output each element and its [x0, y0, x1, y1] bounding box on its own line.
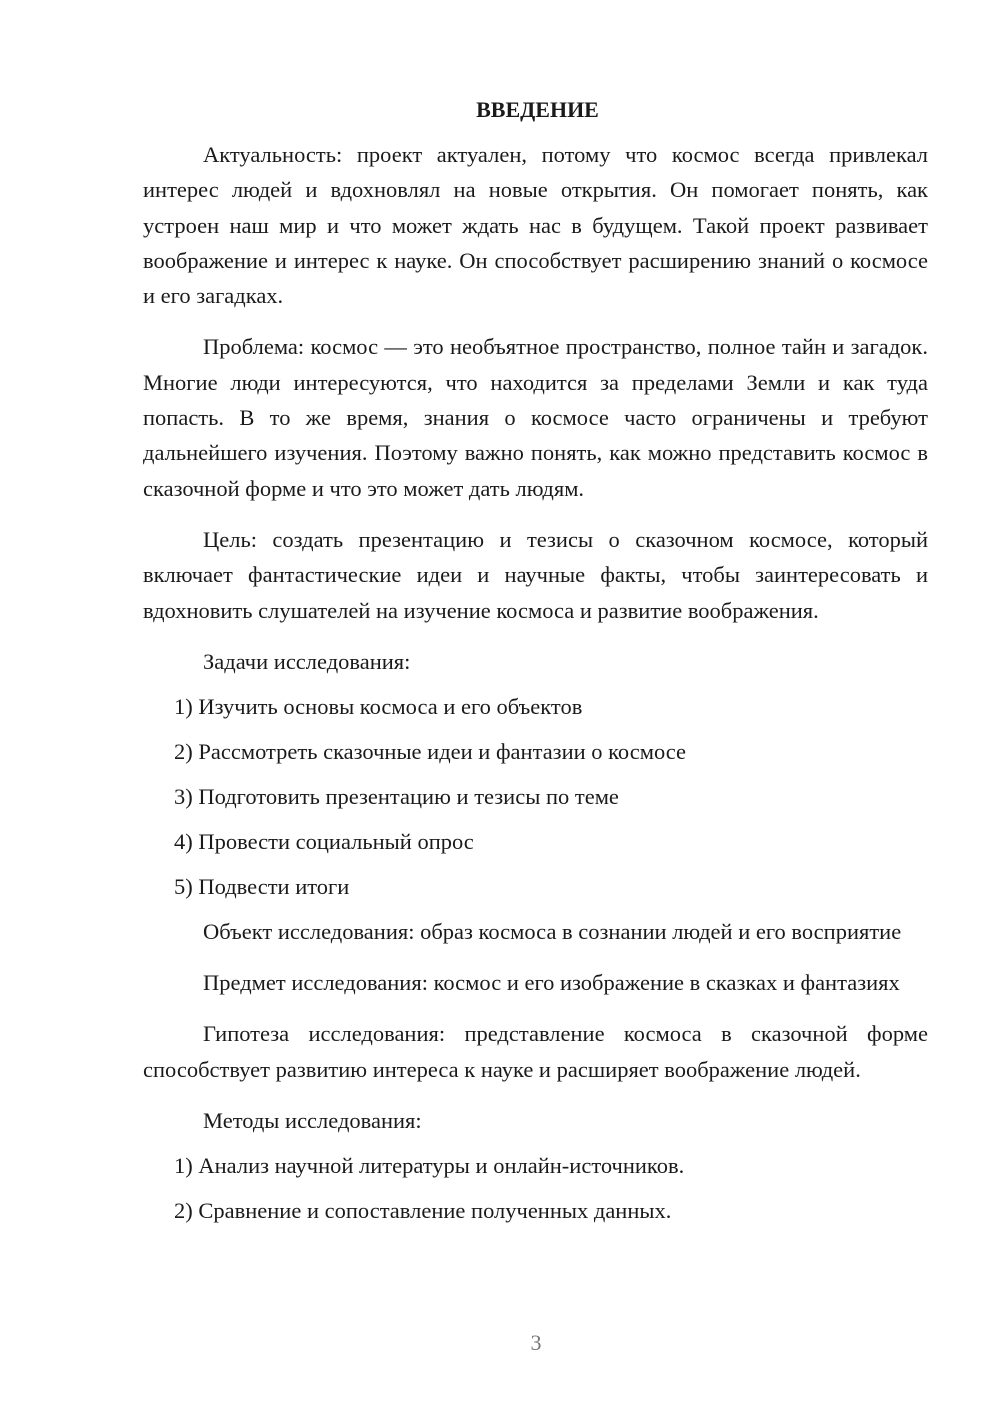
list-item: 1) Анализ научной литературы и онлайн-источников. [174, 1153, 685, 1179]
page-number: 3 [530, 1330, 542, 1355]
methods-heading: Методы исследования: [203, 1108, 422, 1134]
list-item: 4) Провести социальный опрос [174, 828, 474, 854]
document-page [143, 92, 928, 1228]
hypothesis-paragraph: Гипотеза исследования: представление космоса в сказочной форме способствует развитию интереса к науке и расширяет воображение людей. [143, 1021, 928, 1082]
tasks-list [143, 689, 928, 904]
tasks-heading: Задачи исследования: [203, 648, 411, 674]
subject-paragraph: Предмет исследования: космос и его изображение в сказках и фантазиях [203, 970, 900, 996]
list-item: 3) Подготовить презентацию и тезисы по теме [174, 783, 619, 809]
object-paragraph: Объект исследования: образ космоса в сознании людей и его восприятие [203, 918, 902, 944]
list-item: 5) Подвести итоги [174, 873, 350, 899]
list-item: 1) Изучить основы космоса и его объектов [174, 693, 583, 719]
list-item: 2) Сравнение и сопоставление полученных данных. [174, 1198, 672, 1224]
relevance-paragraph: Актуальность: проект актуален, потому что космос всегда привлекал интерес людей и вдохновлял на новые открытия. Он помогает понять, как устроен наш мир и что может ждать нас в будущем. Такой проект развивает воображение и интерес к науке. Он способствует расширению знаний о космосе и его загадках. [143, 142, 928, 309]
problem-paragraph: Проблема: космос — это необъятное пространство, полное тайн и загадок. Многие люди интересуются, что находится за пределами Земли и как туда попасть. В то же время, знания о космосе часто ограничены и требуют дальнейшего изучения. Поэтому важно понять, как можно представить космос в сказочной форме и что это может дать людям. [143, 334, 928, 501]
methods-list [143, 1148, 928, 1228]
section-heading: ВВЕДЕНИЕ [476, 97, 599, 122]
list-item: 2) Рассмотреть сказочные идеи и фантазии о космосе [174, 738, 687, 764]
goal-paragraph: Цель: создать презентацию и тезисы о сказочном космосе, который включает фантастические идеи и научные факты, чтобы заинтересовать и вдохновить слушателей на изучение космоса и развитие воображения. [143, 526, 928, 623]
